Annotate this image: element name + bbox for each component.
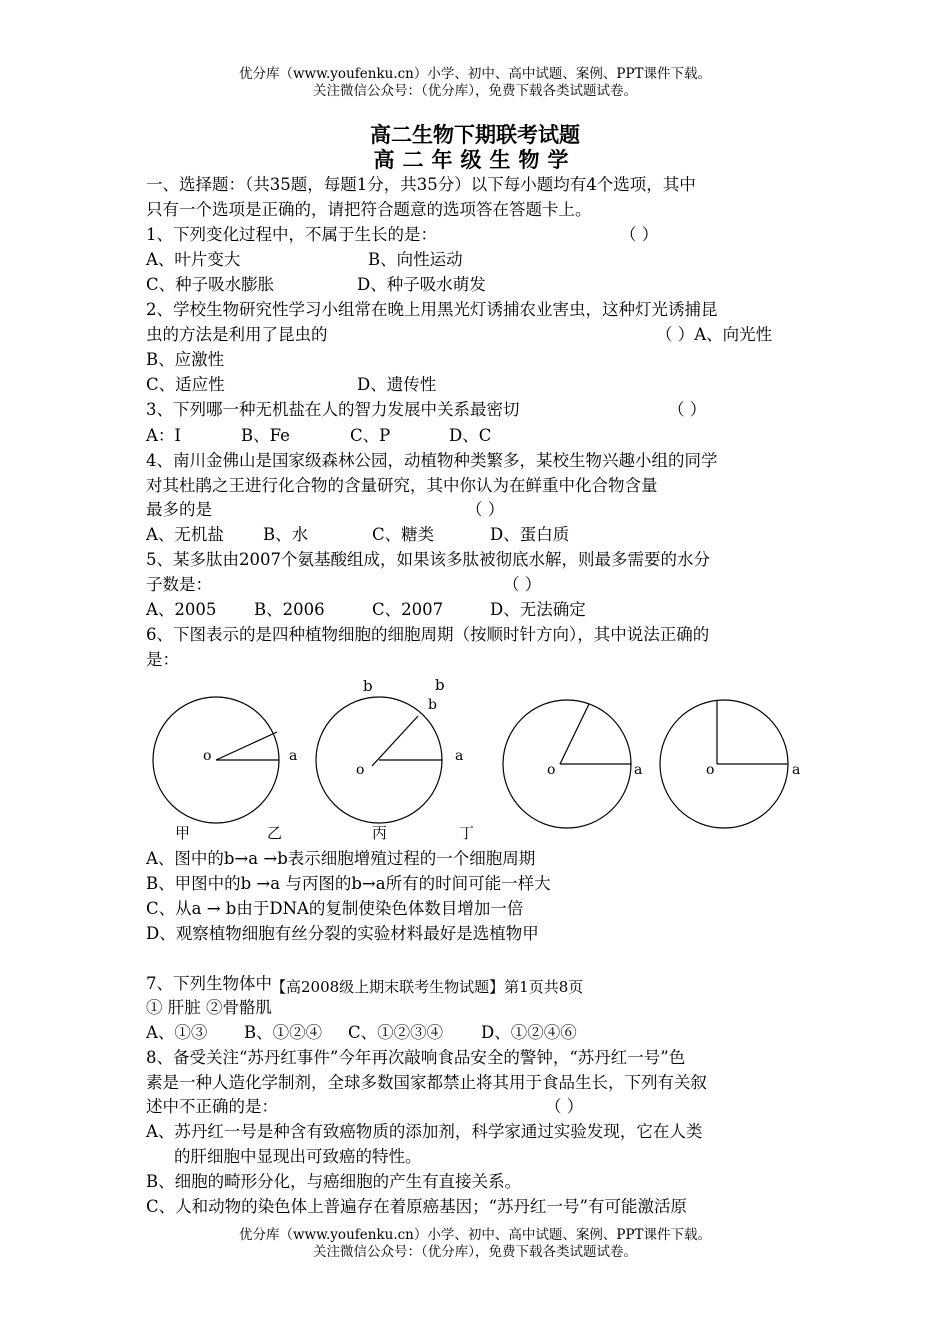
q6-option-d: D、观察植物细胞有丝分裂的实验材料最好是选植物甲 [146,924,539,943]
page-bottom-header [0,1227,950,1261]
q8-stem-2: 素是一种人造化学制剂，全球多数国家都禁止将其用于食品生长，下列有关叙 [146,1073,707,1092]
header-line-1: 优分库（www.youfenku.cn）小学、初中、高中试题、案例、PPT课件下载。 [238,66,712,82]
q7-option-c: C、①②③④ [348,1023,444,1042]
caption-jia: 甲 [175,824,191,842]
page-footer-note: 【高2008级上期末联考生物试题】第1页共8页 [271,978,584,996]
yi-label-b-top-2: b [435,676,445,694]
q5-stem-2: 子数是： [146,575,212,594]
q5-option-b: B、2006 [254,600,325,619]
q2-option-c: C、适应性 [146,375,225,394]
q1-option-d: D、种子吸水萌发 [357,275,486,294]
q7-option-b: B、①②④ [244,1023,323,1042]
q2-paren-option-a: （ ）A、向光性 [656,325,773,344]
q8-stem-3: 述中不正确的是： [146,1097,278,1116]
q1-stem: 1、下列变化过程中，不属于生长的是： [146,225,437,244]
q8-stem-1: 8、备受关注“苏丹红事件”今年再次敲响食品安全的警钟，“苏丹红一号”色 [146,1048,686,1067]
q1-option-c: C、种子吸水膨胀 [146,275,275,294]
q8-option-c: C、人和动物的染色体上普遍存在着原癌基因；“苏丹红一号”有可能激活原 [146,1197,687,1216]
q7-option-d: D、①②④⑥ [481,1023,577,1042]
section-instruction-2: 只有一个选项是正确的，请把符合题意的选项答在答题卡上。 [146,200,592,219]
yi-label-a: a [455,748,464,764]
q5-stem-1: 5、某多肽由2007个氨基酸组成，如果该多肽被彻底水解，则最多需要的水分 [146,550,710,569]
q7-stem: 7、下列生物体中 [146,974,272,993]
yi-label-o: o [356,762,365,778]
q6-option-b: B、甲图中的b →a 与丙图的b→a所有的时间可能一样大 [146,874,551,893]
yi-label-b-top: b [363,677,373,695]
q4-stem-1: 4、南川金佛山是国家级森林公园，动植物种类繁多，某校生物兴趣小组的同学 [146,451,718,470]
page-subtitle: 高二年级生物学 [373,148,577,172]
q4-stem-3: 最多的是 [146,500,212,519]
caption-bing: 丙 [372,824,388,842]
header-line-2: 关注微信公众号：（优分库），免费下载各类试题试卷。 [313,83,637,99]
page-title: 高二生物下期联考试题 [370,123,580,147]
ding-label-o: o [706,762,715,778]
q6-option-c: C、从a → b由于DNA的复制使染色体数目增加一倍 [146,899,524,918]
q2-option-b: B、应激性 [146,350,225,369]
q8-option-a-2: 的肝细胞中显现出可致癌的特性。 [174,1147,422,1166]
q6-option-a: A、图中的b→a →b表示细胞增殖过程的一个细胞周期 [146,849,536,868]
q2-option-d: D、遗传性 [357,375,437,394]
q7-items: ① 肝脏 ②骨骼肌 [146,998,272,1017]
q7-option-a: A、①③ [146,1023,208,1042]
q1-option-b: B、向性运动 [368,250,463,269]
q1-answer-paren: （ ） [620,225,659,244]
q5-option-d: D、无法确定 [490,600,586,619]
q1-option-a: A、叶片变大 [146,250,241,269]
q4-stem-2: 对其杜鹃之王进行化合物的含量研究，其中你认为在鲜重中化合物含量 [146,476,658,495]
q3-answer-paren: （ ） [668,400,707,419]
caption-ding: 丁 [459,824,475,842]
bing-label-a: a [634,762,643,778]
caption-yi: 乙 [267,824,283,842]
q4-option-b: B、水 [263,525,309,544]
q5-answer-paren: （ ） [503,575,542,594]
bottom-header-line-1: 优分库（www.youfenku.cn）小学、初中、高中试题、案例、PPT课件下载。 [238,1227,712,1243]
jia-radius-b [216,732,277,760]
q6-stem-1: 6、下图表示的是四种植物细胞的细胞周期（按顺时针方向），其中说法正确的 [146,625,710,644]
q3-option-a: A：I [146,426,181,445]
jia-label-o: o [203,748,212,764]
ding-label-a: a [792,762,801,778]
q8-option-a-1: A、苏丹红一号是种含有致癌物质的添加剂，科学家通过实验发现，它在人类 [146,1122,703,1141]
q4-option-c: C、糖类 [372,525,435,544]
q3-option-b: B、Fe [241,426,290,445]
q2-stem-1: 2、学校生物研究性学习小组常在晚上用黑光灯诱捕农业害虫，这种灯光诱捕昆 [146,300,718,319]
bing-radius-b [560,704,589,764]
yi-radius-b [372,716,418,766]
q4-option-a: A、无机盐 [146,525,224,544]
q3-option-d: D、C [449,426,492,445]
q2-stem-2: 虫的方法是利用了昆虫的 [146,325,328,344]
q5-option-c: C、2007 [372,600,444,619]
q4-answer-paren: （ ） [466,500,505,519]
q3-stem: 3、下列哪一种无机盐在人的智力发展中关系最密切 [146,400,520,419]
jia-label-a: a [289,748,298,764]
yi-label-b: b [428,697,437,713]
q8-answer-paren: （ ） [545,1097,584,1116]
section-instruction-1: 一、选择题：（共35题，每题1分，共35分）以下每小题均有4个选项，其中 [146,175,696,194]
q5-option-a: A、2005 [146,600,217,619]
bing-label-o: o [547,762,556,778]
q3-option-c: C、P [350,426,391,445]
bottom-header-line-2: 关注微信公众号：（优分库），免费下载各类试题试卷。 [313,1244,637,1260]
q4-option-d: D、蛋白质 [490,525,570,544]
q8-option-b: B、细胞的畸形分化，与癌细胞的产生有直接关系。 [146,1172,522,1191]
q6-stem-2: 是： [146,650,179,669]
